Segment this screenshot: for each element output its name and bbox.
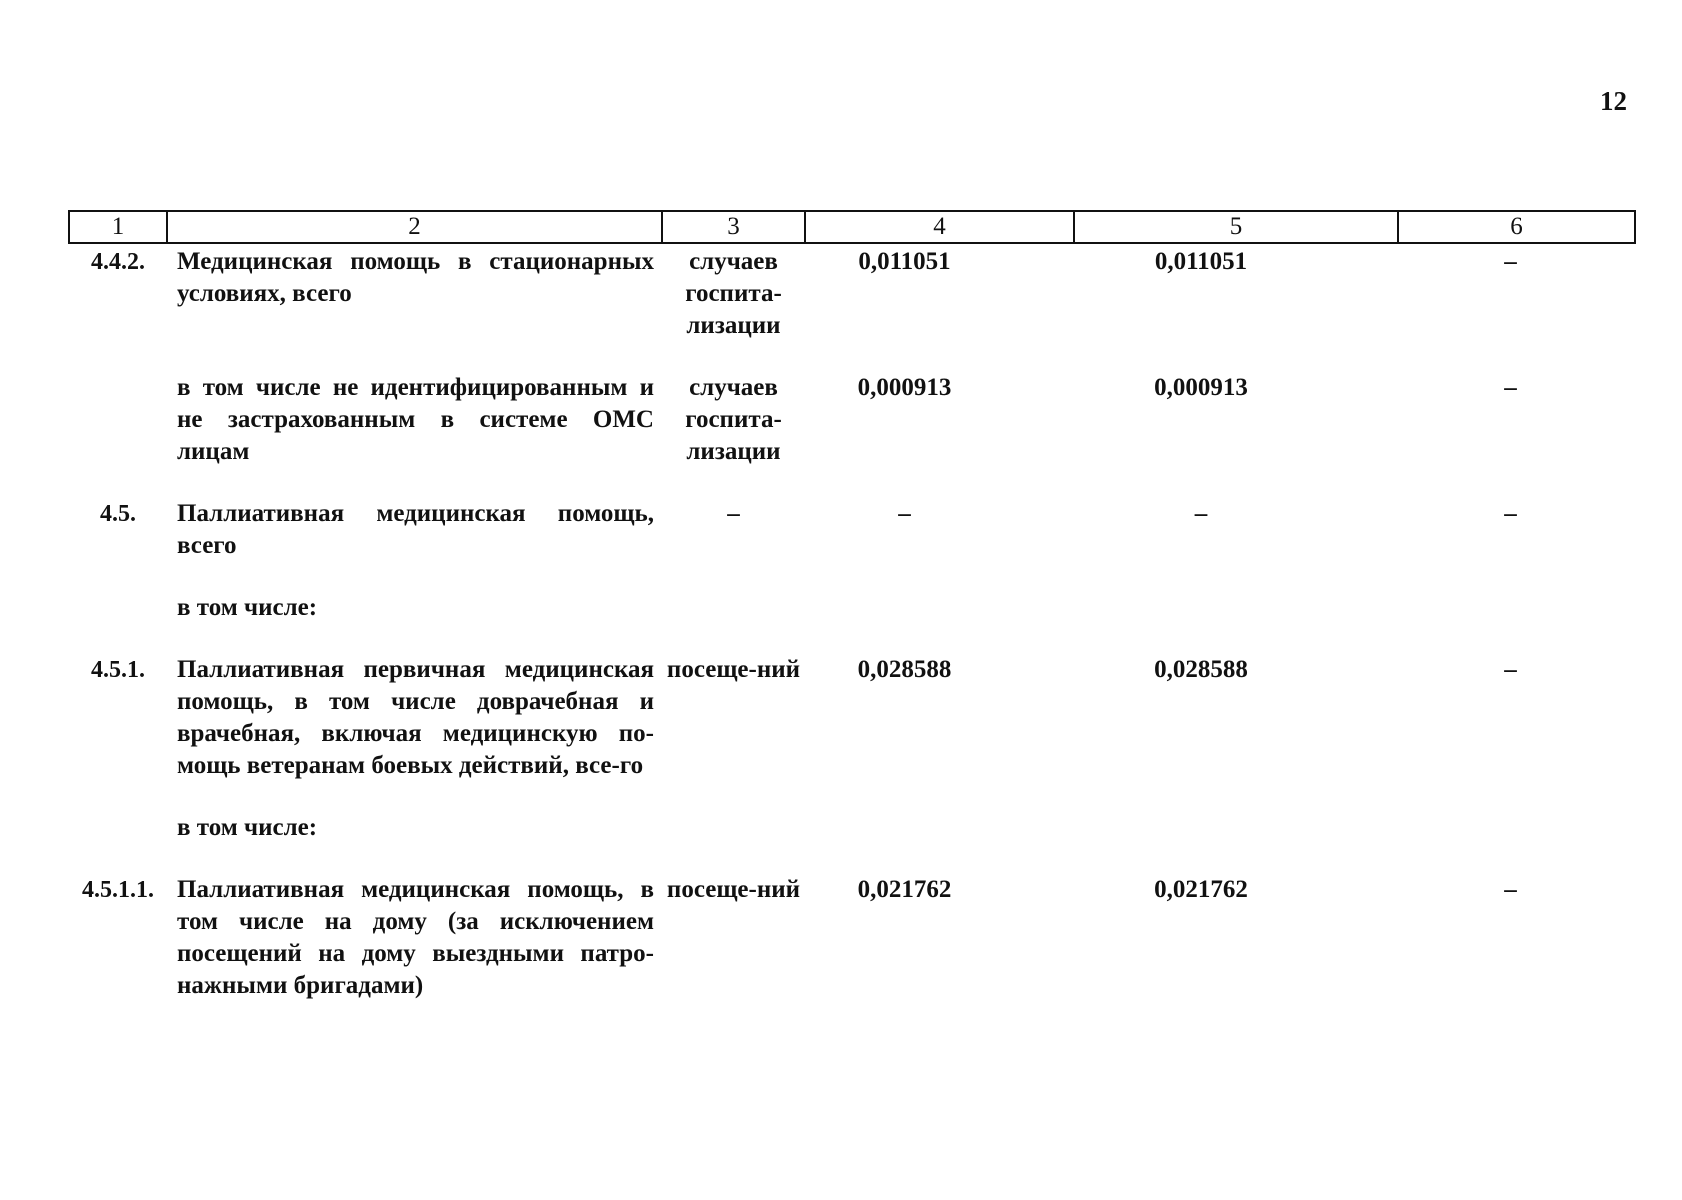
header-col-1: 1 [69, 211, 167, 243]
header-col-2: 2 [167, 211, 662, 243]
row-value-col5 [1074, 812, 1398, 874]
header-col-6: 6 [1398, 211, 1635, 243]
header-row [69, 211, 1635, 243]
row-value-col5 [1074, 592, 1398, 654]
table-row [69, 243, 1635, 372]
row-value-col4: – [898, 500, 911, 527]
row-number: 4.5.1. [91, 657, 145, 683]
table-header [69, 211, 1635, 243]
row-unit [662, 592, 805, 654]
table-row [69, 874, 1635, 1002]
row-value-col5: 0,011051 [1154, 248, 1248, 275]
row-value-col6: – [1504, 374, 1517, 401]
row-value-col5: – [1194, 500, 1208, 527]
row-value-col4 [805, 592, 1074, 654]
row-number: 4.4.2. [91, 249, 145, 275]
row-value-col6 [1398, 592, 1635, 654]
row-number: 4.5.1.1. [82, 877, 154, 903]
table-body [69, 243, 1635, 1002]
row-value-col4: 0,028588 [857, 656, 952, 683]
row-number [69, 812, 167, 874]
row-unit: посеще-ний [666, 876, 801, 903]
header-col-4: 4 [805, 211, 1074, 243]
row-value-col4: 0,021762 [857, 876, 952, 903]
row-unit: случаев госпита-лизации [685, 248, 782, 339]
row-number [69, 592, 167, 654]
row-number: 4.5. [100, 501, 136, 527]
data-table [68, 210, 1636, 1002]
table-row [69, 498, 1635, 592]
row-name: в том числе: [177, 814, 318, 841]
row-value-col6: – [1504, 248, 1517, 275]
row-value-col5: 0,000913 [1154, 374, 1248, 401]
page-number: 12 [1600, 86, 1627, 116]
row-name: в том числе не идентифицированным и не застрахованным в системе ОМС лицам [177, 374, 654, 465]
row-unit: посеще-ний [666, 656, 801, 683]
row-value-col6: – [1504, 656, 1517, 683]
row-value-col6: – [1504, 876, 1517, 903]
row-unit: – [727, 500, 740, 527]
row-unit [662, 812, 805, 874]
row-value-col6 [1398, 812, 1635, 874]
row-name: в том числе: [177, 594, 318, 621]
table-row [69, 372, 1635, 498]
row-value-col5: 0,028588 [1154, 656, 1248, 683]
row-number [69, 372, 167, 498]
row-name: Паллиативная медицинская помощь, в том числе на дому (за исключением посещений на дому выездными патро-нажными бригадами) [177, 876, 654, 999]
header-col-3: 3 [662, 211, 805, 243]
header-col-5: 5 [1074, 211, 1398, 243]
row-name: Медицинская помощь в стационарных условиях, всего [177, 248, 654, 307]
table-row [69, 812, 1635, 874]
row-unit: случаев госпита-лизации [685, 374, 782, 465]
table-row [69, 654, 1635, 812]
row-value-col4: 0,011051 [858, 248, 951, 275]
row-value-col4: 0,000913 [857, 374, 952, 401]
row-name: Паллиативная первичная медицинская помощь, в том числе доврачебная и врачебная, включая медицинскую по-мощь ветеранам боевых действий, все-го [177, 656, 654, 779]
table-row [69, 592, 1635, 654]
row-value-col4 [805, 812, 1074, 874]
row-value-col6: – [1504, 500, 1517, 527]
row-value-col5: 0,021762 [1154, 876, 1248, 903]
row-name: Паллиативная медицинская помощь, всего [177, 500, 654, 559]
